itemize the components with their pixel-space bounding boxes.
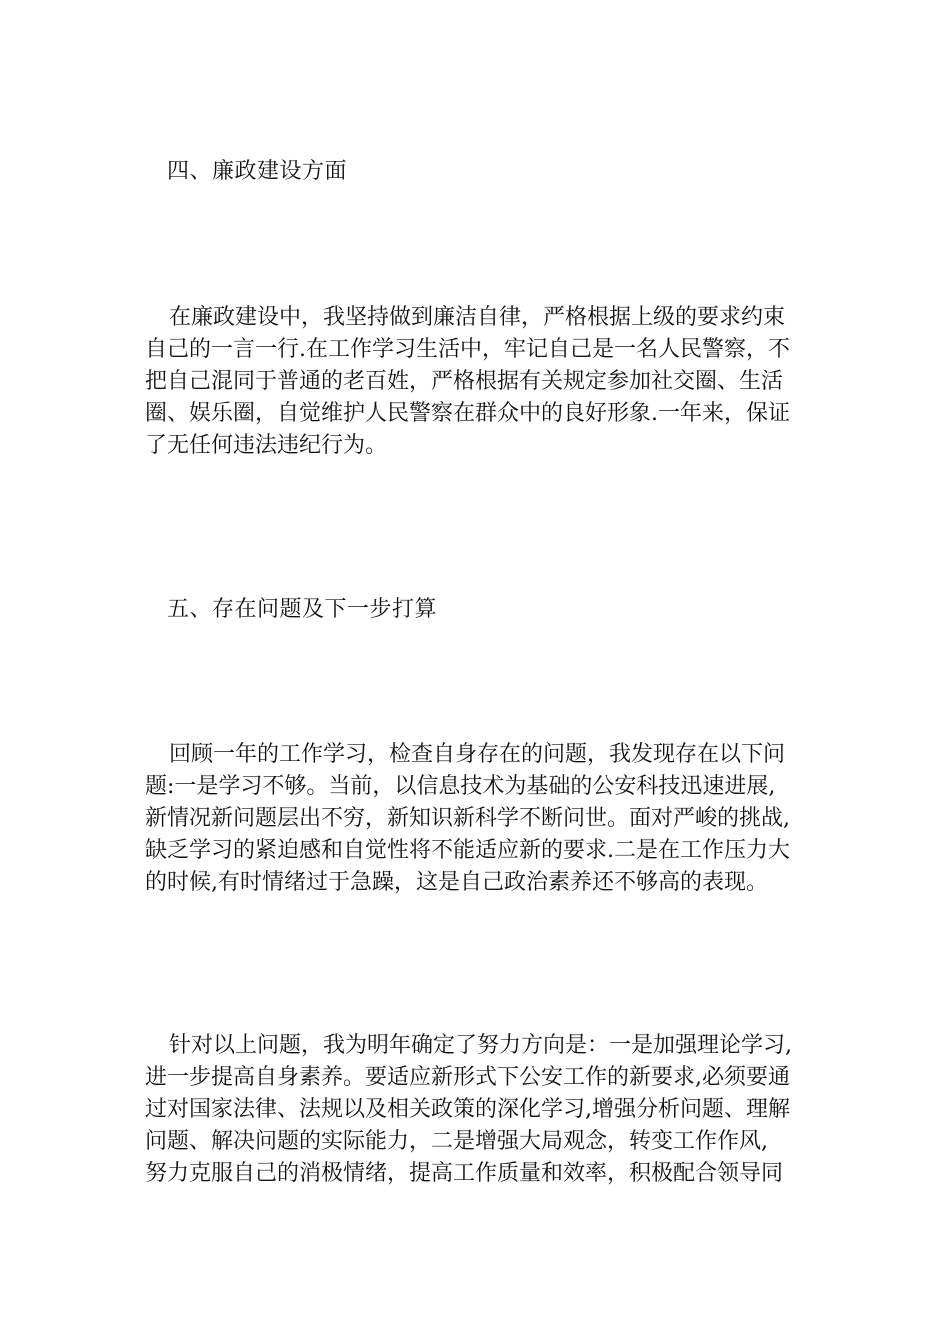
paragraph-plans [145, 1030, 810, 1190]
paragraph-integrity [145, 302, 810, 462]
paragraph-line: 的时候,有时情绪过于急躁，这是自己政治素养还不够高的表现。 [145, 870, 768, 895]
paragraph-line: 在廉政建设中，我坚持做到廉洁自律，严格根据上级的要求约束 [169, 305, 786, 330]
paragraph-line: 圈、娱乐圈，自觉维护人民警察在群众中的良好形象.一年来，保证 [145, 401, 790, 426]
paragraph-line: 题:一是学习不够。当前，以信息技术为基础的公安科技迅速进展, [145, 774, 776, 799]
paragraph-line: 新情况新问题层出不穷，新知识新科学不断问世。面对严峻的挑战, [145, 806, 790, 831]
paragraph-line: 过对国家法律、法规以及相关政策的深化学习,增强分析问题、理解 [145, 1097, 790, 1122]
paragraph-line: 了无任何违法违纪行为。 [145, 433, 388, 458]
paragraph-line: 针对以上问题，我为明年确定了努力方向是：一是加强理论学习, [169, 1033, 792, 1058]
section-heading-problems-plans: 五、存在问题及下一步打算 [167, 597, 438, 622]
paragraph-line: 回顾一年的工作学习，检查自身存在的问题，我发现存在以下问 [169, 742, 786, 767]
paragraph-line: 把自己混同于普通的老百姓，严格根据有关规定参加社交圈、生活 [145, 369, 784, 394]
paragraph-problems [145, 739, 810, 899]
paragraph-line: 缺乏学习的紧迫感和自觉性将不能适应新的要求.二是在工作压力大 [145, 838, 790, 863]
paragraph-line: 进一步提高自身素养。要适应新形式下公安工作的新要求,必须要通 [145, 1065, 790, 1090]
section-heading-integrity: 四、廉政建设方面 [167, 159, 348, 184]
paragraph-line: 问题、解决问题的实际能力，二是增强大局观念，转变工作作风, [145, 1129, 768, 1154]
paragraph-line: 自己的一言一行.在工作学习生活中，牢记自己是一名人民警察，不 [145, 337, 790, 362]
paragraph-line: 努力克服自己的消极情绪，提高工作质量和效率，积极配合领导同 [145, 1161, 784, 1186]
